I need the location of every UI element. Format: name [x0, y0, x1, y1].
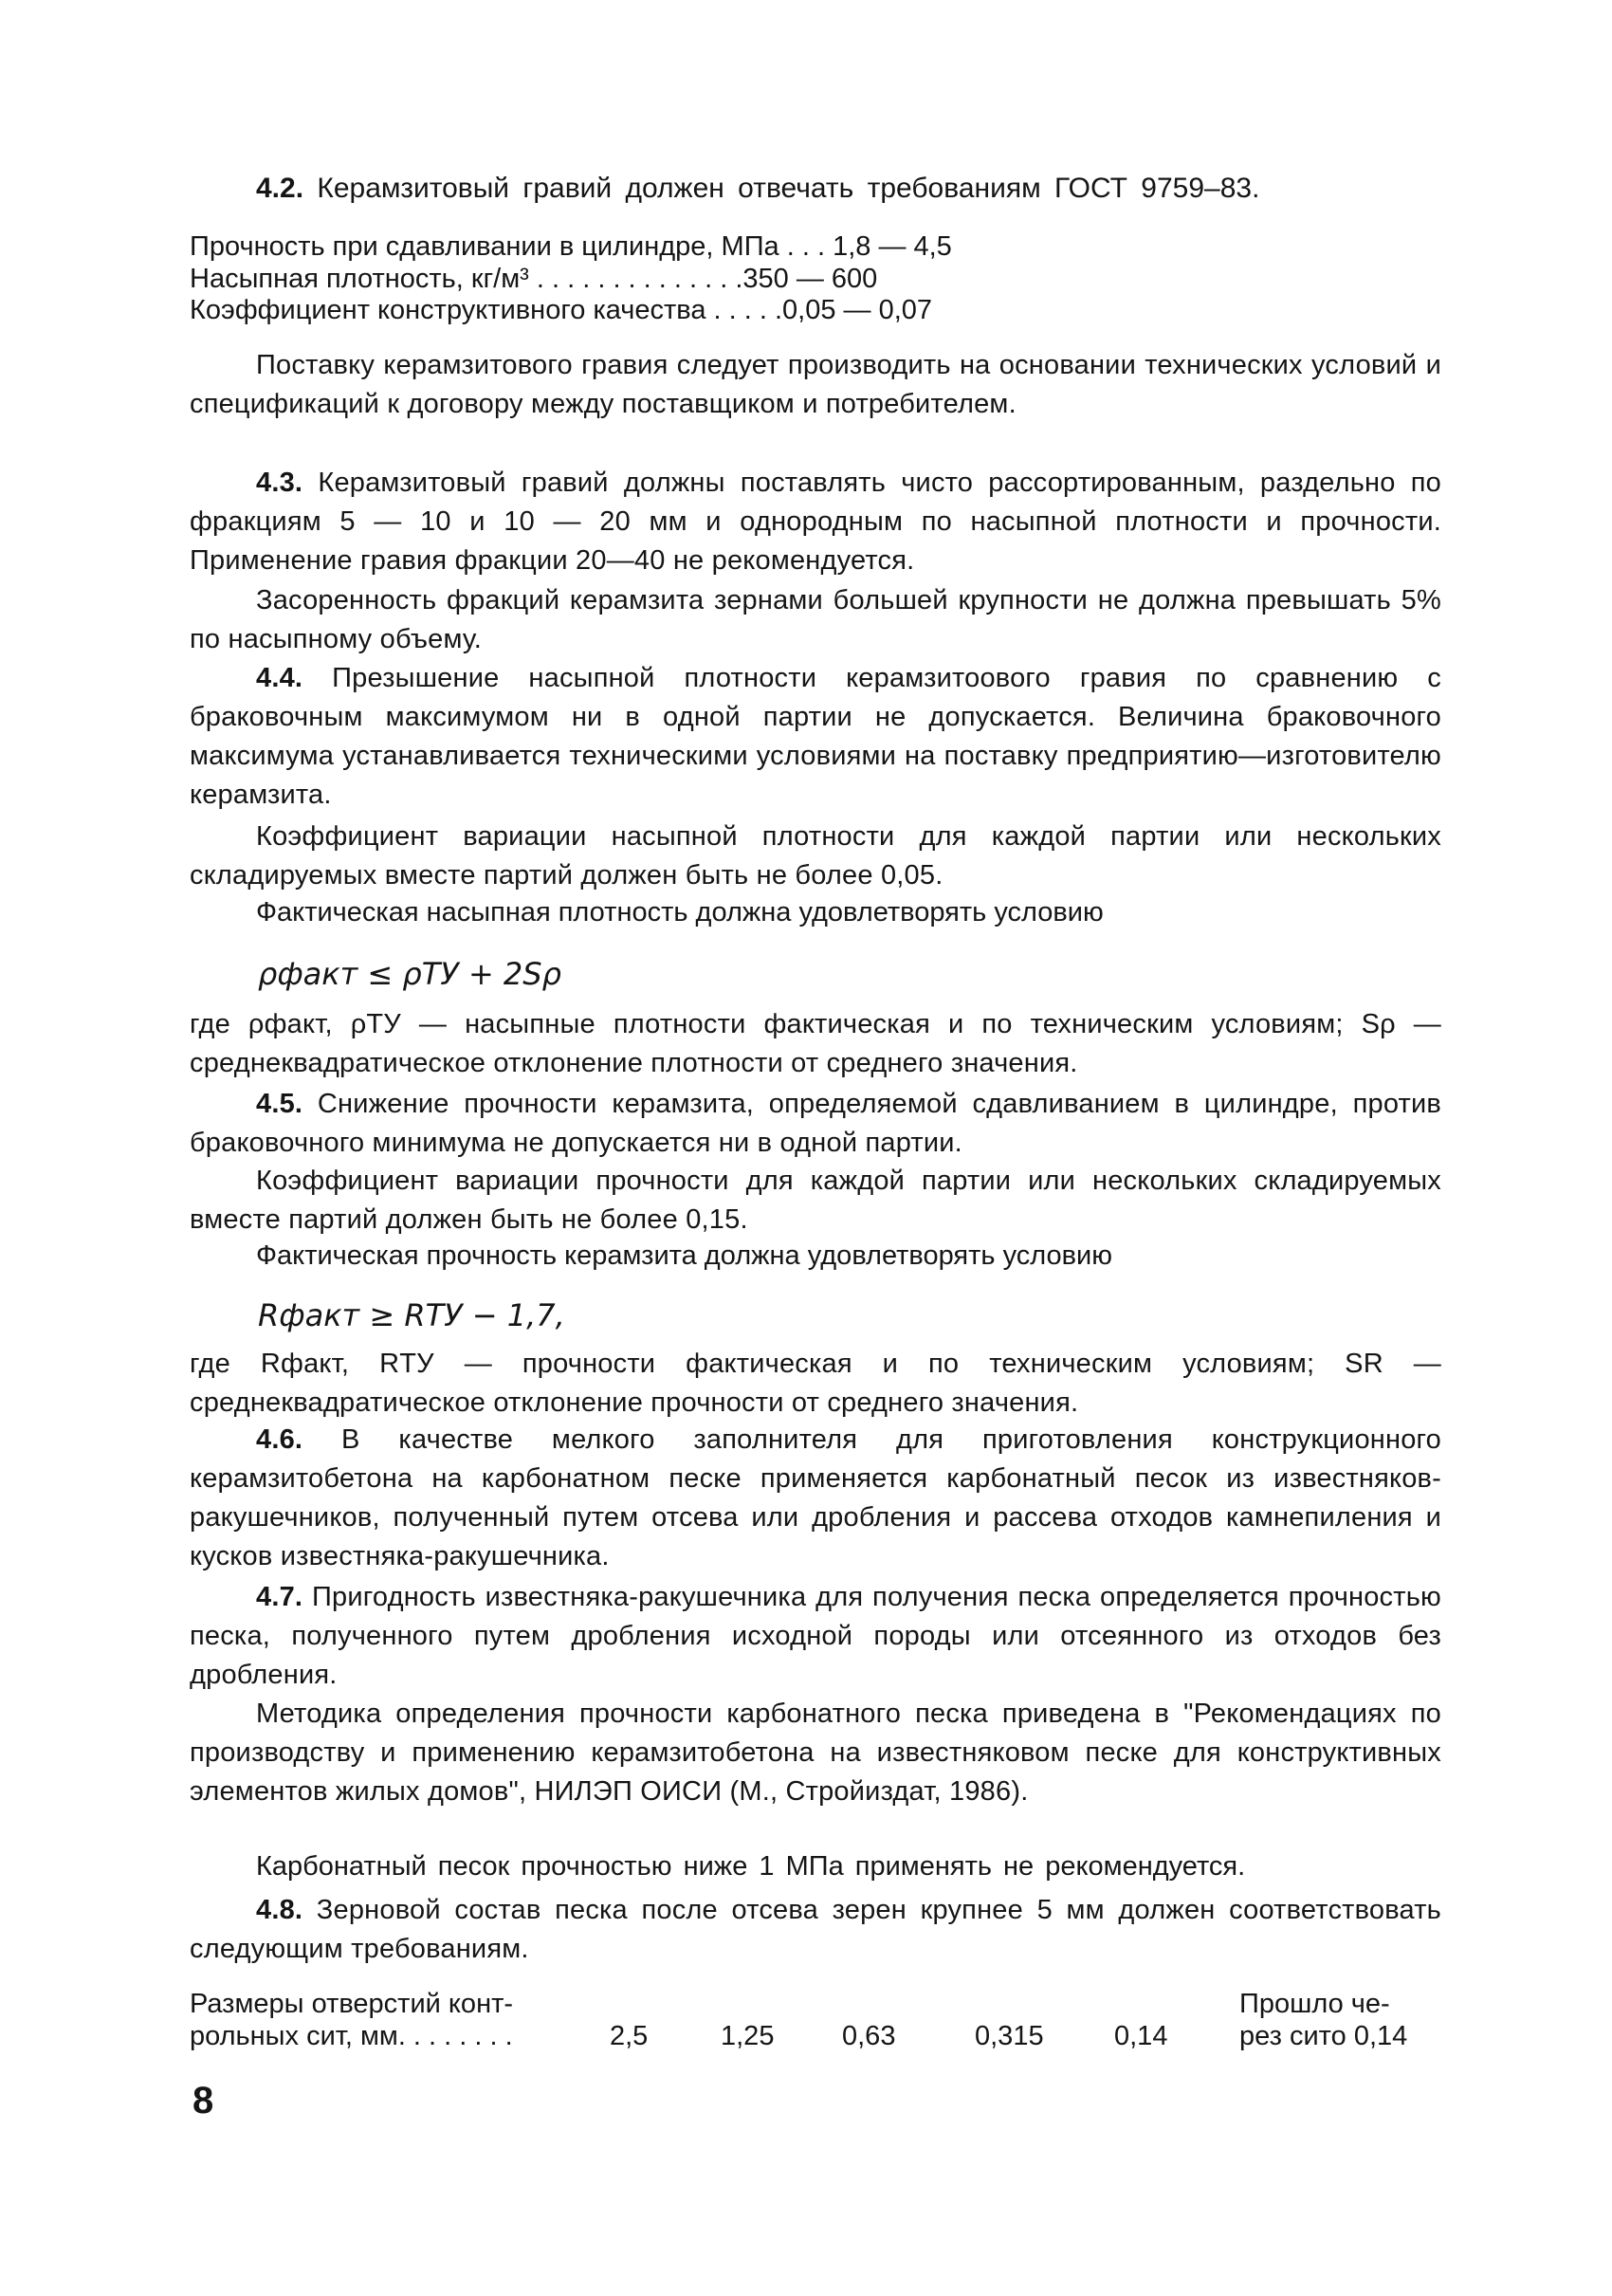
paragraph-delivery: [190, 346, 1441, 424]
sieve-size-cell: 2,5: [610, 2021, 649, 2051]
where-density: [190, 1005, 1441, 1083]
section-4-7: [190, 1578, 1441, 1695]
section-number: 4.5.: [256, 1089, 303, 1119]
section-number: 4.7.: [256, 1582, 303, 1612]
condition-density: Фактическая насыпная плотность должна удовлетворять условию: [256, 897, 1104, 928]
paragraph-text: где ρфакт, ρТУ — насыпные плотности фактическая и по техническим условиям; Sρ — среднеквадратическое отклонение плотности от среднего значения.: [190, 1009, 1441, 1078]
section-text: В качестве мелкого заполнителя для приготовления конструкционного керамзитобетона на карбонатном песке применяется карбонатный песок из известняков-ракушечников, полученный путем отсева или дробления и рассева отходов камнепиления и кусков известняка-ракушечника.: [190, 1424, 1441, 1571]
spec-line-density: Насыпная плотность, кг/м³ . . . . . . . . . . . . . .350 — 600: [190, 264, 878, 294]
paragraph-text: Поставку керамзитового гравия следует производить на основании технических условий и спецификаций к договору между поставщиком и потребителем.: [190, 350, 1441, 419]
paragraph-text: Коэффициент вариации насыпной плотности для каждой партии или нескольких складируемых вместе партий должен быть не более 0,05.: [190, 821, 1441, 891]
paragraph-carbonate: Карбонатный песок прочностью ниже 1 МПа применять не рекомендуется.: [256, 1851, 1246, 1882]
paragraph-method: [190, 1695, 1441, 1811]
spec-line-strength: Прочность при сдавливании в цилиндре, МПа . . . 1,8 — 4,5: [190, 231, 952, 262]
section-text: Зерновой состав песка после отсева зерен крупнее 5 мм должен соответствовать следующим требованиям.: [190, 1895, 1441, 1964]
section-number: 4.4.: [256, 663, 303, 693]
section-4-8: [190, 1891, 1441, 1969]
sieve-label-line1: Размеры отверстий конт-: [190, 1989, 514, 2019]
section-number: 4.6.: [256, 1424, 303, 1455]
spec-line-coefficient: Коэффициент конструктивного качества . . . . .0,05 — 0,07: [190, 295, 933, 325]
section-4-2: [256, 173, 1259, 205]
paragraph-variation-strength: [190, 1162, 1441, 1240]
sieve-size-cell: 1,25: [721, 2021, 775, 2051]
paragraph-contamination: [190, 581, 1441, 659]
section-text: Керамзитовый гравий должен отвечать требованиям ГОСТ 9759–83.: [303, 173, 1260, 204]
section-text: Снижение прочности керамзита, определяемой сдавливанием в цилиндре, против браковочного минимума не допускается ни в одной партии.: [190, 1089, 1441, 1158]
section-number: 4.2.: [256, 173, 304, 204]
sieve-passed-line1: Прошло че-: [1239, 1989, 1390, 2019]
section-number: 4.8.: [256, 1895, 303, 1925]
page-number: 8: [192, 2080, 214, 2122]
paragraph-text: Засоренность фракций керамзита зернами большей крупности не должна превышать 5% по насыпному объему.: [190, 585, 1441, 654]
section-number: 4.3.: [256, 468, 303, 498]
formula-strength: Rфакт ≥ RТУ − 1,7,: [258, 1297, 565, 1333]
condition-strength: Фактическая прочность керамзита должна удовлетворять условию: [256, 1240, 1112, 1271]
section-4-6: [190, 1421, 1441, 1576]
paragraph-text: Коэффициент вариации прочности для каждой партии или нескольких складируемых вместе партий должен быть не более 0,15.: [190, 1166, 1441, 1235]
sieve-size-cell: 0,14: [1114, 2021, 1168, 2051]
sieve-size-cell: 0,63: [842, 2021, 896, 2051]
section-text: Керамзитовый гравий должны поставлять чисто рассортированным, раздельно по фракциям 5 — 10 и 10 — 20 мм и однородным по насыпной плотности и прочности. Применение гравия фракции 20—40 не рекомендуется.: [190, 468, 1441, 576]
section-4-4: [190, 659, 1441, 815]
paragraph-variation-density: [190, 817, 1441, 895]
section-text: Презышение насыпной плотности керамзитоового гравия по сравнению с браковочным максимумом ни в одной партии не допускается. Величина браковочного максимума устанавливается техническими условиями на поставку предприятию—изготовителю керамзита.: [190, 663, 1441, 810]
where-strength: [190, 1345, 1441, 1423]
section-4-5: [190, 1085, 1441, 1163]
section-text: Пригодность известняка-ракушечника для получения песка определяется прочностью песка, полученного путем дробления исходной породы или отсеянного из отходов без дробления.: [190, 1582, 1441, 1690]
section-4-3: [190, 464, 1441, 580]
paragraph-text: Методика определения прочности карбонатного песка приведена в "Рекомендациях по производству и применению керамзитобетона на известняковом песке для конструктивных элементов жилых домов", НИЛЭП ОИСИ (М., Стройиздат, 1986).: [190, 1699, 1441, 1807]
formula-density: ρфакт ≤ ρТУ + 2Sρ: [258, 956, 561, 992]
sieve-size-cell: 0,315: [975, 2021, 1044, 2051]
sieve-label-line2: рольных сит, мм. . . . . . . .: [190, 2021, 513, 2051]
paragraph-text: где Rфакт, RТУ — прочности фактическая и по техническим условиям; SR — среднеквадратическое отклонение прочности от среднего значения.: [190, 1349, 1441, 1418]
sieve-passed-line2: рез сито 0,14: [1239, 2021, 1408, 2051]
